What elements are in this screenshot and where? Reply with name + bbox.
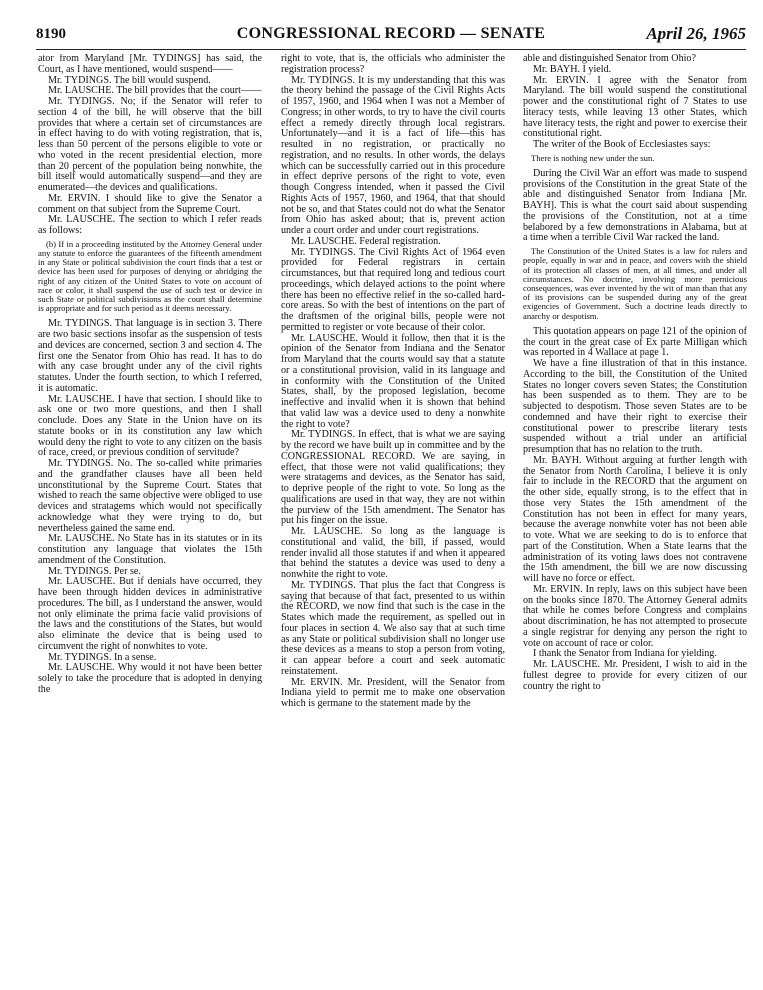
paragraph: This quotation appears on page 121 of the opinion of the court in the great case of Ex parte Milligan which was reported in 4 Wallace at page 1. [523, 325, 747, 359]
paragraph: During the Civil War an effort was made to suspend provisions of the Constitution in the great State of the able and distinguished Senator from Indiana [Mr. BAYH]. This is what the court said about suspending the provisions of the Constitution, not at a time belabored by a few demonstrations in Alabama, but at a time when a terrible Civil War racked the land. [523, 167, 747, 244]
paragraph: Mr. ERVIN. Mr. President, will the Senator from Indiana yield to permit me to make one observation which is germane to the statement made by the [281, 676, 505, 709]
paragraph: Mr. TYDINGS. In effect, that is what we are saying by the record we have built up in committee and by the CONGRESSIONAL RECORD. We are saying, in effect, that those were not valid qualifications; they were stratagems and devices, as the Senator has said, to deprive people of the right to vote. So long as the qualifications are used in that way, they are not within the purview of the 15th amendment. The Senator has put his finger on the issue. [281, 429, 505, 527]
paragraph: Mr. ERVIN. In reply, laws on this subject have been on the books since 1870. The Attorney General admits that while he comes before Congress and complains about discrimination, he has not attempted to prosecute a single registrar for denying any person the right to vote on account of race or color. [523, 583, 747, 649]
paragraph: I thank the Senator from Indiana for yielding. [533, 648, 717, 660]
publication-title: CONGRESSIONAL RECORD — SENATE [236, 25, 546, 42]
paragraph: able and distinguished Senator from Ohio? [523, 54, 696, 64]
paragraph: Mr. TYDINGS. It is my understanding that this was the theory behind the passage of the Civil Rights Acts of 1957, 1960, and 1964 when I was not a Member of Congress; in other words, to try to have the civil courts effect a remedy directly through local registrars. Unfortunately—and it is a fact of life—this has resulted in no registration, or practically no registration, and no results. In other words, the delays which can be successfully carried out in this procedure in effect deprive persons of the right to vote, even though Congress intended, when it passed the Civil Rights Acts of 1957, 1960, and 1964, that that should not be so, and that States could not do what the Senator from Ohio has asked about; that is, prevent action under a court order and under court registrations. [281, 74, 505, 236]
paragraph: Mr. LAUSCHE. Federal registration. [291, 235, 441, 247]
paragraph: Mr. LAUSCHE. Would it follow, then that it is the opinion of the Senator from Indiana and the Senator from Maryland that the courts would say that a statute or a constitutional provision, valid in its language and in conformity with the Constitution of the United States, shall, by the proposed legislation, become ineffective and invalid when it is shown that behind that valid law was a device used to deny a nonwhite the right to vote? [281, 332, 505, 430]
paragraph: Mr. BAYH. I yield. [533, 63, 612, 75]
paragraph: Mr. LAUSCHE. I have that section. I should like to ask one or two more questions, and then I shall conclude. Does any State in the Union have on its statute books or in its constitution any law which would deny the right to vote to any citizen on the basis of race, creed, or previous condition of servitude? [38, 393, 262, 459]
paragraph: Mr. LAUSCHE. The section to which I refer reads as follows: [38, 214, 262, 236]
paragraph: Mr. TYDINGS. The Civil Rights Act of 1964 even provided for Federal registrars in certain circumstances, but that required long and tedious court proceedings, which delayed actions to the point where there has been no effective relief in the so-called hard-core areas. So with the best of intentions on the part of the draftsmen of the original bills, people were not permitted to register or vote because of their color. [281, 246, 505, 333]
paragraph: Mr. TYDINGS. That plus the fact that Congress is saying that because of that fact, presented to us within the RECORD, we now find that such is the case in the States which made the requirement, as spelled out in four places in section 4. We also say that at such time as any State or political subdivision shall no longer use these devices as a means to stop a person from voting, it can appear before a court and seek automatic reinstatement. [281, 579, 505, 677]
paragraph: Mr. BAYH. Without arguing at further length with the Senator from North Carolina, I believe it is only fair to include in the RECORD that the argument on the other side, equally strong, is to the effect that in those very States the 15th amendment of the Constitution has not been in effect for many years, because the average nonwhite voter has not been able to vote. What we are seeking to do is to enforce that part of the Constitution. When a State learns that the administration of its voting laws does not contravene the 15th amendment, the bill we are now discussing will have no force or effect. [523, 454, 747, 585]
paragraph: Mr. LAUSCHE. So long as the language is constitutional and valid, the bill, if passed, would render invalid all those statutes if and when it appeared that behind the statutes a device was used to deny a nonwhite the right to vote. [281, 526, 505, 580]
paragraph: Mr. LAUSCHE. But if denials have occurred, they have been through hidden devices in administrative procedures. The bill, as I understand the answer, would not only eliminate the prima facie valid provisions of the laws and the constitutions of the States, but would also eliminate the device that is being used to circumvent the right of nonwhites to vote. [38, 576, 262, 652]
header-rule [36, 49, 746, 50]
paragraph: Mr. LAUSCHE. The bill provides that the court—— [48, 85, 262, 97]
paragraph: right to vote, that is, the officials who administer the registration process? [281, 54, 505, 75]
paragraph: Mr. TYDINGS. In a sense. [48, 651, 157, 663]
paragraph: We have a fine illustration of that in this instance. According to the bill, the Constitution of the United States no longer covers seven States; the Constitution has been suspended as to them. They are to be subjected to despotism. Those seven States are to be condemned and have their right to exercise their constitutional power to prescribe literary tests suspended without a trial under an artificial presumption that has no relation to the truth. [523, 358, 747, 456]
quoted-passage: (b) If in a proceeding instituted by the Attorney General under any statute to enforce the guarantees of the fifteenth amendment in any State or political subdivision the court finds that a test or device has been used for purposes of denying or abridging the right of any citizen of the United States to vote on account of race or color, it shall suspend the use of such test or device in such State or political subdivisions as the court shall determine is appropriate and for such period as it deems necessary. [38, 238, 262, 314]
quoted-passage: There is nothing new under the sun. [531, 152, 655, 163]
paragraph: Mr. TYDINGS. No. The so-called white primaries and the grandfather clauses have all been held unconstitutional by the Supreme Court. States that wished to reach the same objective were obliged to use devices and stratagems which would not specifically acknowledge what they were trying to do, but nevertheless gained the same end. [38, 458, 262, 534]
paragraph: Mr. TYDINGS. The bill would suspend. [48, 74, 211, 86]
page-header [36, 24, 746, 50]
paragraph: Mr. LAUSCHE. Why would it not have been better solely to take the procedure that is adopted in denying the [38, 662, 262, 695]
paragraph: Mr. TYDINGS. Per se. [48, 565, 141, 577]
paragraph: Mr. ERVIN. I should like to give the Senator a comment on that subject from the Supreme Court. [38, 192, 262, 215]
paragraph: Mr. LAUSCHE. Mr. President, I wish to aid in the fullest degree to provide for every citizen of our country the right to [523, 659, 747, 692]
paragraph: Mr. TYDINGS. No; if the Senator will refer to section 4 of the bill, he will observe that the bill provides that where a certain set of circumstances are in effect having to do with voting registration, that is, less than 50 percent of the persons eligible to vote or who voted in the recent presidential election, more than 20 percent of the population being nonwhite, the bill itself would automatically suspend—and they are enumerated—the devices and qualifications. [38, 96, 262, 193]
page-number: 8190 [36, 26, 66, 42]
quoted-passage: The Constitution of the United States is a law for rulers and people, equally in war and in peace, and covers with the shield of its protection all classes of men, at all times, and under all circumstances. No doctrine, involving more pernicious consequences, was ever invented by the wit of man than that any of its provisions can be suspended during any of the great exigencies of Government. Such a doctrine leads directly to anarchy or despotism. [523, 246, 747, 321]
paragraph: ator from Maryland [Mr. TYDINGS] has said, the Court, as I have mentioned, would suspend—— [38, 54, 262, 75]
text-column-2 [281, 54, 505, 982]
text-column-3 [523, 54, 747, 982]
text-column-1 [38, 54, 262, 982]
paragraph: Mr. TYDINGS. That language is in section 3. There are two basic sections insofar as the suspension of tests and devices are concerned, section 3 and section 4. The first one the Senator from Ohio has read. It has to do with any case brought under any of the civil rights statutes. Under the fourth section, to which I referred, it is automatic. [38, 318, 262, 394]
paragraph: The writer of the Book of Ecclesiastes says: [533, 139, 711, 150]
paragraph: Mr. ERVIN. I agree with the Senator from Maryland. The bill would suspend the constitutional power and the constitutional right of 7 States to use literacy tests, while leaving 13 other States, which have literacy tests, the right and power to exercise their constitutional right. [523, 74, 747, 140]
issue-date: April 26, 1965 [646, 24, 746, 43]
paragraph: Mr. LAUSCHE. No State has in its statutes or in its constitution any language that violates the 15th amendment of the Constitution. [38, 533, 262, 566]
